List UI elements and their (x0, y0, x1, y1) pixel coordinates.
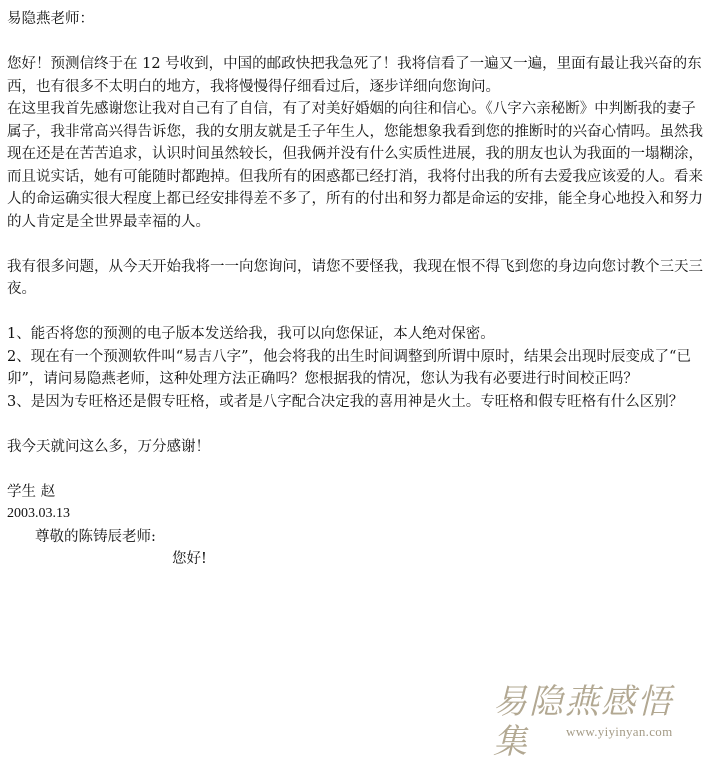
blank-line (7, 458, 707, 481)
blank-line (7, 301, 707, 324)
paragraph-3: 我有很多问题，从今天开始我将一一向您询问，请您不要怪我，我现在恨不得飞到您的身边向您讨教个三天三夜。 (7, 258, 703, 297)
question-1: 1、能否将您的预测的电子版本发送给我，我可以向您保证，本人绝对保密。 (7, 326, 495, 342)
blank-line (7, 31, 707, 54)
letter-date: 2003.03.13 (7, 506, 70, 521)
closing-line: 我今天就问这么多，万分感谢！ (7, 438, 210, 455)
blank-line (7, 413, 707, 436)
watermark-title: 易隐燕感悟集 (493, 682, 673, 762)
letter-greeting: 易隐燕老师： (7, 11, 94, 27)
watermark (488, 682, 708, 762)
paragraph-2: 在这里我首先感谢您让我对自己有了自信，有了对美好婚姻的向往和信心。《八字六亲秘断》中判断我的妻子属子，我非常高兴得告诉您，我的女朋友就是壬子年生人，您能想象我看到您的推断时的兴奋心情吗。虽然我现在还是在苦苦追求，认识时间虽然较长，但我俩并没有什么实质性进展，我的朋友也认为我面的一塌糊涂，而且说实话，她有可能随时都跑掉。但我所有的困惑都已经打消，我将付出我的所有去爱我应该爱的人。看来人的命运确实很大程度上都已经安排得差不多了，所有的付出和努力都是命运的安排，能全身心地投入和努力的人肯定是全世界最幸福的人。 (7, 101, 703, 230)
blank-line (7, 233, 707, 256)
paragraph-1: 您好！预测信终于在 12 号收到，中国的邮政快把我急死了！我将信看了一遍又一遍，里面有最让我兴奋的东西，也有很多不太明白的地方，我将慢慢得仔细看过后，逐步详细向您询问。 (7, 56, 702, 95)
question-2: 2、现在有一个预测软件叫“易吉八字”，他会将我的出生时间调整到所谓中原时，结果会出现时辰变成了“已卯”，请问易隐燕老师，这种处理方法正确吗？您根据我的情况，您认为我有必要进行时间校正吗？ (7, 348, 691, 387)
watermark-url: www.yiyinyan.com (566, 724, 673, 739)
question-3: 3、是因为专旺格还是假专旺格，或者是八字配合决定我的喜用神是火土。专旺格和假专旺格有什么区别？ (7, 393, 684, 410)
signature: 学生 赵 (7, 483, 56, 500)
letter-body (7, 8, 707, 571)
reply-greeting: 尊敬的陈铸辰老师: (35, 528, 156, 545)
reply-opening: 您好! (172, 551, 207, 567)
